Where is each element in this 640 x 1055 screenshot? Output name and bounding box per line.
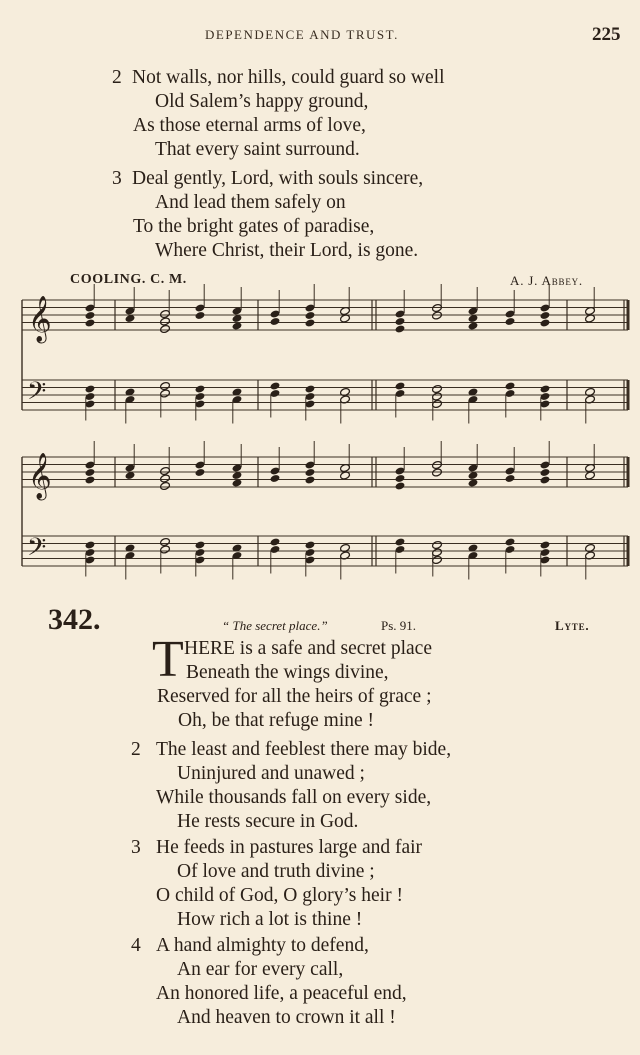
- stanza-1: [184, 637, 432, 685]
- stanza-1-cont: [157, 685, 432, 733]
- notes: [85, 303, 596, 564]
- verse-line: An ear for every call,: [177, 959, 344, 980]
- stanza-2: [131, 738, 451, 834]
- verse-line: While thousands fall on every side,: [156, 787, 432, 808]
- svg-text:𝄢: 𝄢: [27, 533, 47, 568]
- page-number: 225: [592, 24, 621, 45]
- svg-text:𝄞: 𝄞: [28, 296, 52, 342]
- verse-line: Not walls, nor hills, could guard so well: [132, 67, 445, 88]
- verse-line: And lead them safely on: [155, 192, 346, 213]
- verse-line: How rich a lot is thine !: [177, 909, 363, 930]
- verse-line: And heaven to crown it all !: [177, 1007, 396, 1028]
- verse-line: To the bright gates of paradise,: [133, 216, 375, 237]
- bar-lines: [22, 284, 628, 580]
- verse-line: Deal gently, Lord, with souls sincere,: [132, 168, 424, 189]
- verse-line: An honored life, a peaceful end,: [156, 983, 407, 1004]
- verse-line: Old Salem’s happy ground,: [155, 91, 369, 112]
- tune-name: COOLING. C. M.: [70, 272, 187, 287]
- verse-line: Beneath the wings divine,: [186, 662, 389, 683]
- drop-cap: T: [152, 631, 184, 688]
- stanza-number: 3: [131, 837, 141, 858]
- stanza-4: [131, 934, 407, 1030]
- clefs: [27, 296, 52, 568]
- hymn-title: “ The secret place.”: [222, 618, 328, 633]
- verse-line: HERE is a safe and secret place: [184, 638, 432, 659]
- verse-line: As those eternal arms of love,: [133, 115, 366, 136]
- verse-line: A hand almighty to defend,: [156, 935, 369, 956]
- verse-line: That every saint surround.: [155, 139, 360, 160]
- verse-line: He feeds in pastures large and fair: [156, 837, 423, 858]
- stanza-3: [131, 836, 422, 932]
- running-head: DEPENDENCE AND TRUST.: [205, 27, 399, 42]
- composer: A. J. Abbey.: [510, 273, 583, 288]
- verse-line: He rests secure in God.: [177, 811, 359, 832]
- stanza-number: 4: [131, 935, 141, 956]
- svg-text:𝄢: 𝄢: [27, 377, 47, 412]
- verse-line: The least and feeblest there may bide,: [156, 739, 452, 760]
- svg-text:𝄞: 𝄞: [28, 453, 52, 499]
- verse-line: Uninjured and unawed ;: [177, 763, 365, 784]
- stanza-number: 2: [131, 739, 141, 760]
- staff-lines: [22, 300, 628, 566]
- stanza-number: 2: [112, 67, 122, 88]
- hymn-author: Lyte.: [555, 618, 590, 633]
- verse-line: Oh, be that refuge mine !: [178, 710, 375, 731]
- verse-line: Reserved for all the heirs of grace ;: [157, 686, 432, 707]
- hymn-number: 342.: [48, 603, 101, 636]
- verse-line: O child of God, O glory’s heir !: [156, 885, 403, 906]
- verse-line: Where Christ, their Lord, is gone.: [155, 240, 419, 261]
- verse-line: Of love and truth divine ;: [177, 861, 375, 882]
- stanza-number: 3: [112, 168, 122, 189]
- scripture-reference: Ps. 91.: [381, 618, 417, 633]
